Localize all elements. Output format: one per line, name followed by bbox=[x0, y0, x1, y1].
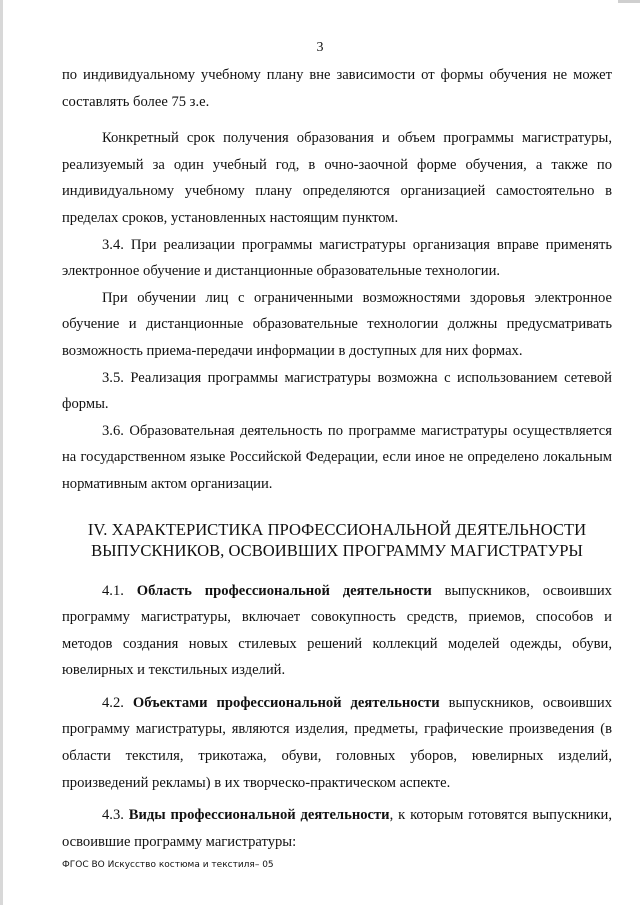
paragraph-4-1-term: Область профессиональной деятельности bbox=[136, 582, 432, 599]
paragraph-4-2-term: Объектами профессиональной деятельности bbox=[132, 694, 440, 711]
paragraph-4-2-number: 4.2. bbox=[102, 694, 124, 711]
page-number: 3 bbox=[316, 40, 324, 55]
section-heading bbox=[62, 519, 612, 561]
paragraph-3-5: 3.5. Реализация программы магистратуры возможна с использованием сетевой формы. bbox=[62, 369, 612, 413]
document-body bbox=[62, 62, 612, 855]
page-footer: ФГОС ВО Искусство костюма и текстиля– 05 bbox=[62, 860, 274, 870]
paragraph-4-1-text: выпускников, освоивших программу магистратуры, включает совокупность средств, приемов, способов и методов создания новых стилевых решений коллекций моделей одежды, обуви, ювелирных и текстильных изделий. bbox=[62, 582, 612, 679]
section-heading-line1: IV. ХАРАКТЕРИСТИКА ПРОФЕССИОНАЛЬНОЙ ДЕЯТЕЛЬНОСТИ bbox=[87, 519, 587, 539]
paragraph-4-1 bbox=[62, 578, 612, 684]
paragraph-4-3-term: Виды профессиональной деятельности bbox=[128, 807, 390, 824]
paragraph-disabilities: При обучении лиц с ограниченными возможностями здоровья электронное обучение и дистанционные образовательные технологии должны предусматривать возможность приема-передачи информации в доступных для них формах. bbox=[62, 289, 612, 359]
section-heading-line2: ВЫПУСКНИКОВ, ОСВОИВШИХ ПРОГРАММУ МАГИСТРАТУРЫ bbox=[91, 540, 583, 560]
scan-mark-corner bbox=[618, 0, 640, 3]
paragraph-3-4: 3.4. При реализации программы магистратуры организация вправе применять электронное обучение и дистанционные образовательные технологии. bbox=[62, 236, 612, 280]
paragraph-duration: Конкретный срок получения образования и объем программы магистратуры, реализуемый за один учебный год, в очно-заочной форме обучения, а также по индивидуальному учебному плану определяются организацией самостоятельно в пределах сроков, установленных настоящим пунктом. bbox=[62, 130, 612, 226]
paragraph-continuation: по индивидуальному учебному плану вне зависимости от формы обучения не может составлять более 75 з.е. bbox=[62, 67, 612, 110]
paragraph-4-3-text: , к которым готовятся выпускники, освоившие программу магистратуры: bbox=[62, 807, 612, 850]
paragraph-3-6: 3.6. Образовательная деятельность по программе магистратуры осуществляется на государственном языке Российской Федерации, если иное не определено локальным нормативным актом организации. bbox=[62, 422, 612, 492]
paragraph-4-3-number: 4.3. bbox=[102, 807, 124, 824]
paragraph-4-2-text: выпускников, освоивших программу магистратуры, являются изделия, предметы, графические произведения (в области текстиля, трикотажа, обуви, головных уборов, ювелирных изделий, произведений рекламы) в их творческо-практическом аспекте. bbox=[62, 694, 612, 791]
scan-mark-left bbox=[0, 0, 3, 905]
paragraph-4-3 bbox=[62, 802, 612, 855]
paragraph-4-2 bbox=[62, 690, 612, 796]
paragraph-4-1-number: 4.1. bbox=[102, 582, 124, 599]
